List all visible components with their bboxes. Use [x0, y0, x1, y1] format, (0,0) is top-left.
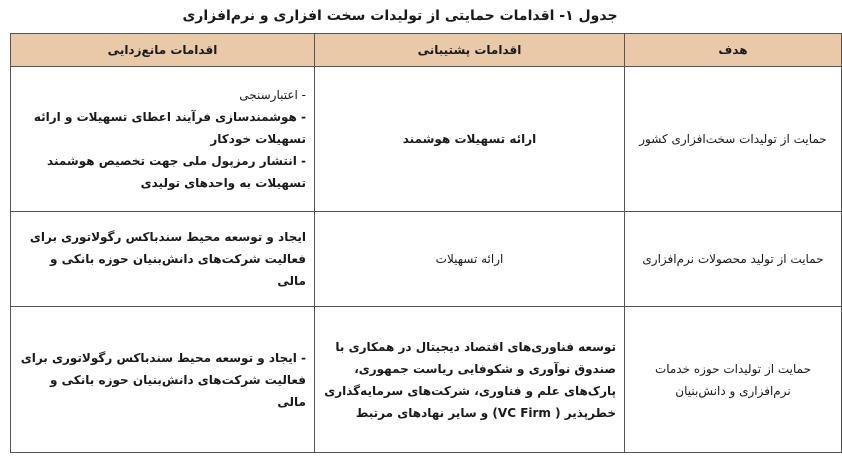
header-support: اقدامات پشتیبانی — [315, 34, 625, 67]
obstacle-line: - ایجاد و توسعه محیط سندباکس رگولاتوری برای فعالیت شرکت‌های دانش‌بنیان حوزه بانکی و مالی — [20, 350, 306, 409]
obstacle-line: ایجاد و توسعه محیط سندباکس رگولاتوری برای فعالیت شرکت‌های دانش‌بنیان حوزه بانکی و مالی — [29, 230, 306, 288]
row-obstacle — [11, 212, 315, 307]
row-goal: حمایت از تولیدات حوزه خدمات نرم‌افزاری و دانش‌بنیان — [625, 307, 842, 453]
table-row — [11, 212, 842, 307]
row-obstacle — [11, 67, 315, 212]
obstacle-line: - هوشمندسازی فرآیند اعطای تسهیلات و ارائه تسهیلات خودکار — [33, 110, 306, 146]
table-row — [11, 307, 842, 453]
header-obstacle: اقدامات مانع‌زدایی — [11, 34, 315, 67]
row-support: توسعه فناوری‌های اقتصاد دیجیتال در همکاری با صندوق نوآوری و شکوفایی ریاست جمهوری، پارک‌های علم و فناوری، شرکت‌های سرمایه‌گذاری خطرپذیر ( VC Firm) و سایر نهادهای مرتبط — [315, 307, 625, 453]
header-row — [11, 34, 842, 67]
table-caption: جدول ۱- اقدامات حمایتی از تولیدات سخت افزاری و نرم‌افزاری — [182, 8, 618, 24]
row-support: ارائه تسهیلات — [315, 212, 625, 307]
row-support: ارائه تسهیلات هوشمند — [315, 67, 625, 212]
support-measures-table — [10, 33, 842, 453]
header-goal: هدف — [625, 34, 842, 67]
table-row — [11, 67, 842, 212]
row-goal: حمایت از تولیدات سخت‌افزاری کشور — [625, 67, 842, 212]
row-goal: حمایت از تولید محصولات نرم‌افزاری — [625, 212, 842, 307]
obstacle-line: - انتشار رمزپول ملی جهت تخصیص هوشمند تسهیلات به واحدهای تولیدی — [47, 154, 306, 190]
row-obstacle — [11, 307, 315, 453]
obstacle-line: - اعتبارسنجی — [239, 88, 306, 102]
